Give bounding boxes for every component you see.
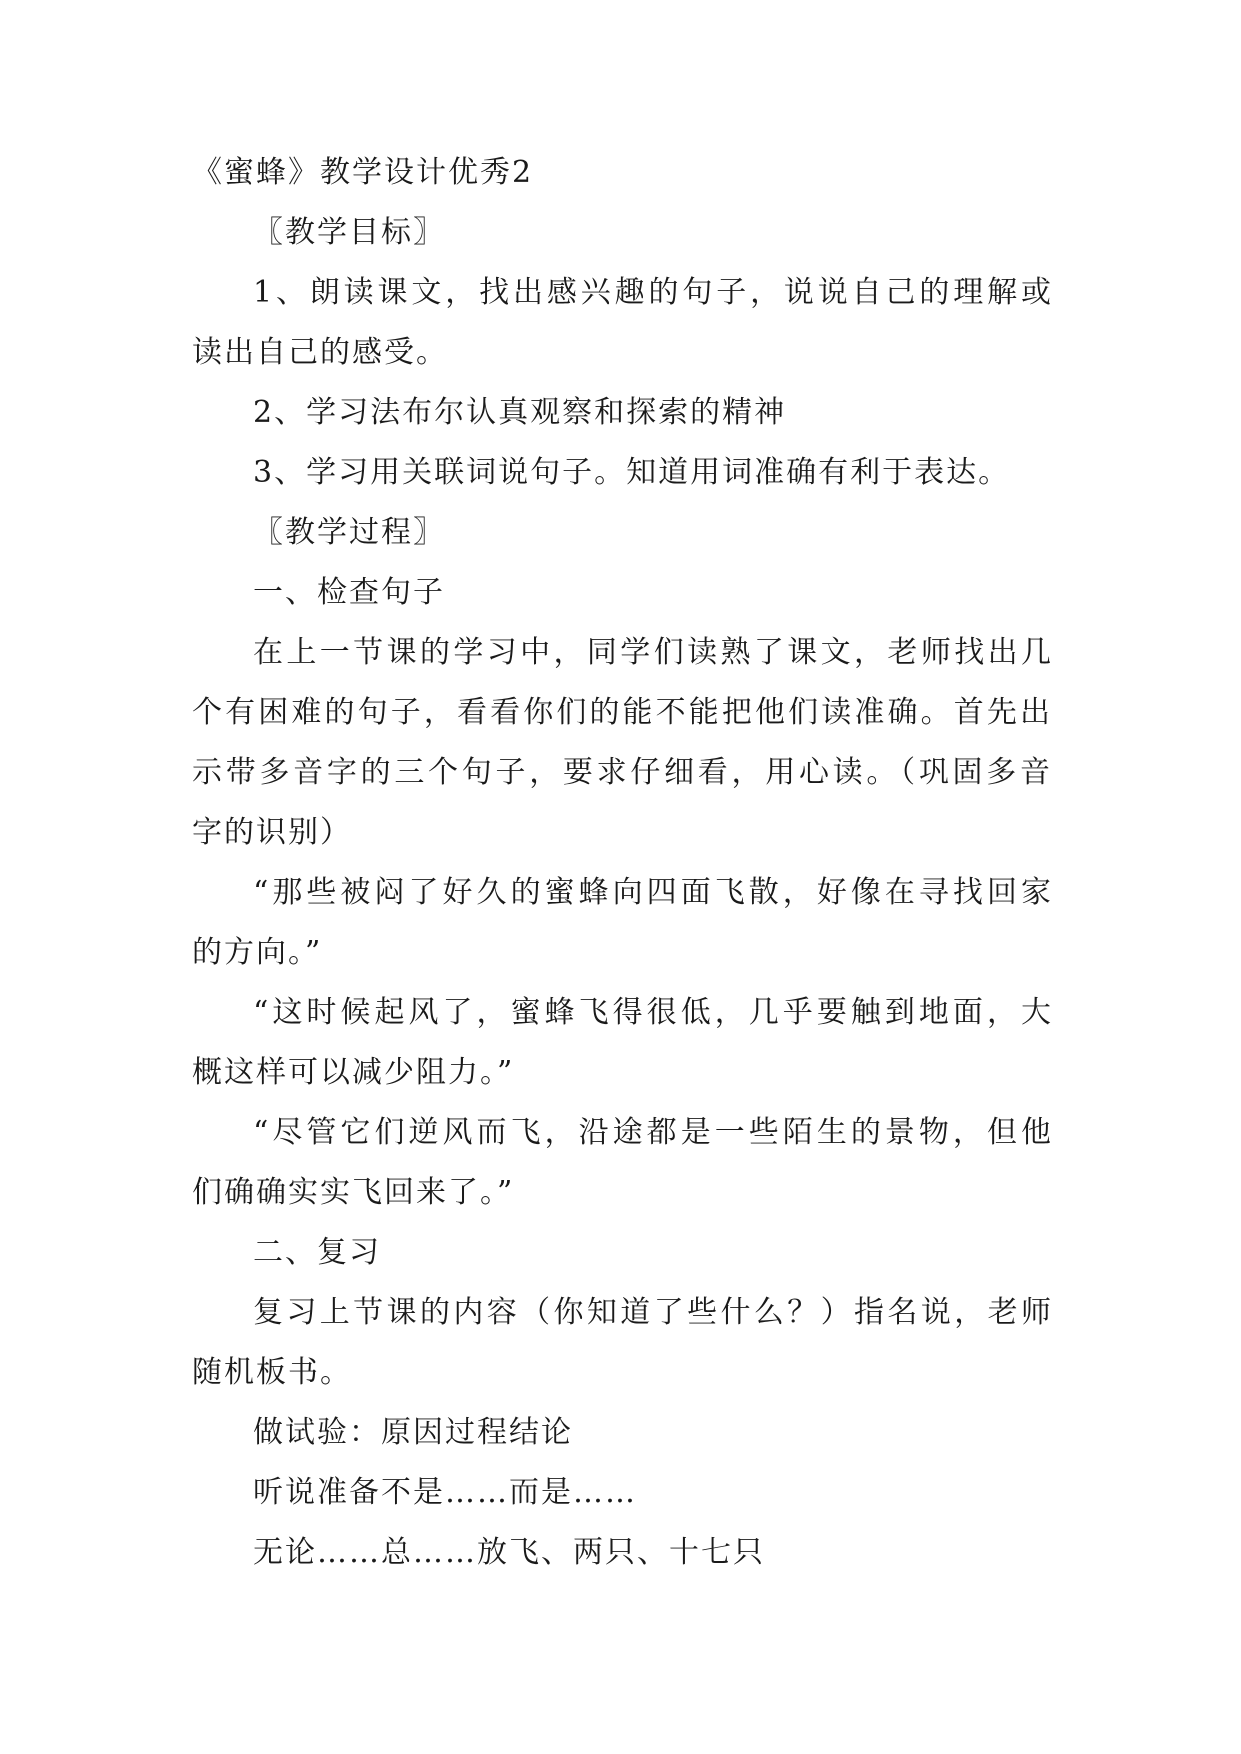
paragraph-line: 读出自己的感受。 xyxy=(192,335,448,370)
paragraph-line: 随机板书。 xyxy=(192,1355,352,1390)
paragraph-line: 1、朗读课文，找出感兴趣的句子，说说自己的理解或 xyxy=(253,275,1053,310)
paragraph-line: 做试验：原因过程结论 xyxy=(253,1415,573,1450)
paragraph-line: 听说准备不是……而是…… xyxy=(253,1475,637,1510)
section-heading-objectives: 〖教学目标〗 xyxy=(253,215,445,250)
paragraph-line: 复习上节课的内容（你知道了些什么？）指名说，老师 xyxy=(253,1295,1053,1330)
section-heading-process: 〖教学过程〗 xyxy=(253,515,445,550)
paragraph-line: 字的识别） xyxy=(192,815,352,850)
paragraph-line: 无论……总……放飞、两只、十七只 xyxy=(253,1535,765,1570)
paragraph-line: 2、学习法布尔认真观察和探索的精神 xyxy=(253,395,787,430)
document-title: 《蜜蜂》教学设计优秀2 xyxy=(192,155,534,190)
quote-line: 的方向。” xyxy=(192,935,323,970)
paragraph-line: 示带多音字的三个句子，要求仔细看，用心读。（巩固多音 xyxy=(192,755,1052,790)
quote-line: “尽管它们逆风而飞，沿途都是一些陌生的景物，但他 xyxy=(253,1115,1053,1150)
paragraph-line: 3、学习用关联词说句子。知道用词准确有利于表达。 xyxy=(253,455,1011,490)
subheading: 二、复习 xyxy=(253,1235,381,1270)
subheading: 一、检查句子 xyxy=(253,575,445,610)
paragraph-line: 个有困难的句子，看看你们的能不能把他们读准确。首先出 xyxy=(192,695,1052,730)
quote-line: 们确确实实飞回来了。” xyxy=(192,1175,515,1210)
quote-line: “那些被闷了好久的蜜蜂向四面飞散，好像在寻找回家 xyxy=(253,875,1053,910)
quote-line: “这时候起风了，蜜蜂飞得很低，几乎要触到地面，大 xyxy=(253,995,1053,1030)
paragraph-line: 在上一节课的学习中，同学们读熟了课文，老师找出几 xyxy=(253,635,1053,670)
quote-line: 概这样可以减少阻力。” xyxy=(192,1055,515,1090)
